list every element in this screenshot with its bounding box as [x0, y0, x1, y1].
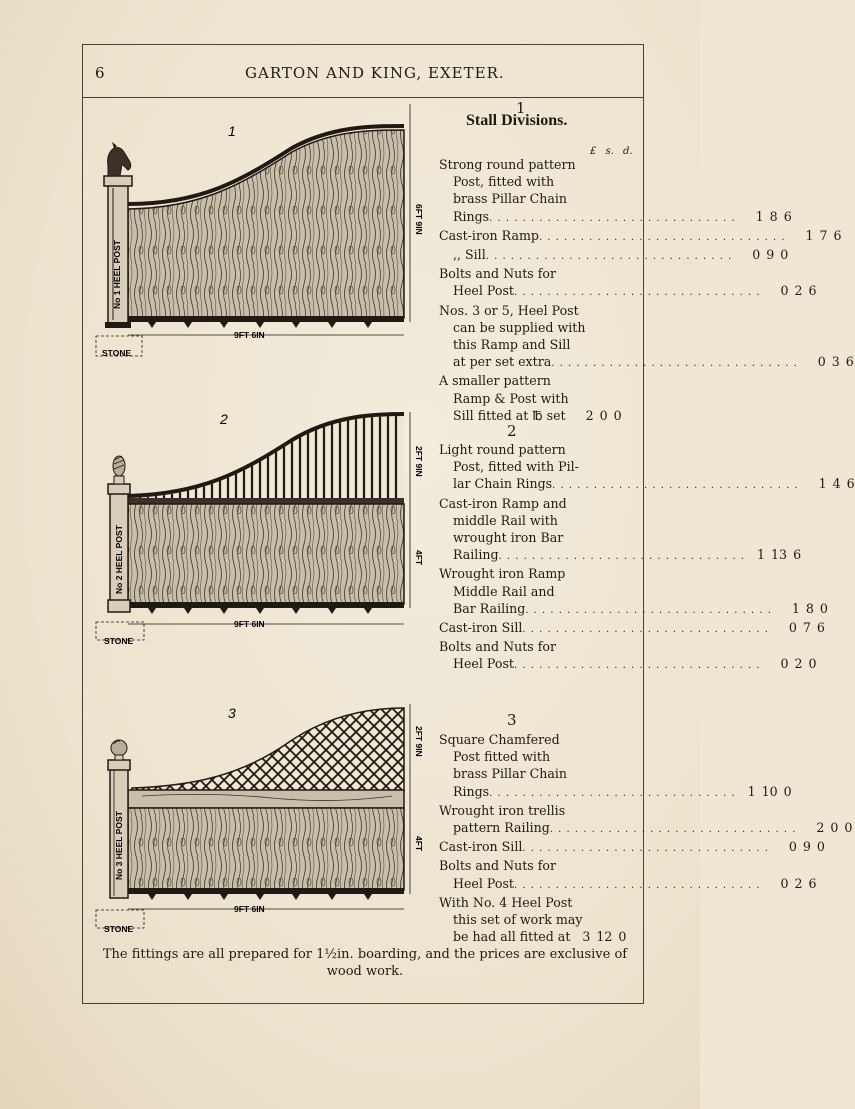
leader-dots: . . . . . . . . . . . . . . . . . . . . . . . . . . . . . . — [514, 879, 761, 891]
price-row — [439, 783, 792, 802]
price-row — [439, 227, 842, 246]
leader-dots: . . . . . . . . . . . . . . . . . . . . . . . . . . . . . . — [522, 624, 769, 636]
section-number: 1 — [516, 99, 526, 117]
leader-dots: . . . . . . . . . . . . . . . . . . . . . . . . . . . . . . — [514, 287, 761, 299]
sill — [128, 316, 404, 322]
price-row — [439, 173, 634, 190]
price-row — [439, 565, 634, 582]
price-item-description: brass Pillar Chain — [453, 191, 568, 207]
price-item-description: Wrought iron Ramp — [439, 566, 566, 582]
price-section-number: 3 — [507, 711, 517, 729]
price-item-description: Nos. 3 or 5, Heel Post — [439, 302, 579, 318]
height-label: 2FT 9IN — [414, 726, 424, 757]
price-row — [439, 875, 817, 894]
price-item-description: Rings — [453, 783, 490, 799]
price-row — [439, 208, 792, 227]
price-row — [439, 529, 634, 546]
price-value: 1 8 6 — [755, 208, 792, 224]
price-row — [439, 336, 634, 353]
price-item-description: pattern Railing — [453, 820, 550, 836]
leader-dots: . . . . . . . . . . . . . . . . . . . . . . . . . . . . . . — [485, 251, 733, 263]
height-label: 2FT 9IN — [414, 446, 424, 477]
boarded-panel — [128, 504, 404, 604]
price-row — [439, 512, 634, 529]
price-row — [439, 458, 634, 475]
price-item-description: Sill fitted at ℔ set — [453, 407, 566, 423]
price-value: 1 7 6 — [805, 227, 842, 243]
price-row — [439, 319, 634, 336]
acorn-finial-icon — [113, 456, 125, 484]
price-item-description: Ramp & Post with — [453, 390, 569, 406]
price-row — [439, 475, 855, 494]
price-row — [439, 748, 634, 765]
height-label: 4FT — [414, 550, 424, 566]
price-item-description: Cast-iron Sill — [439, 620, 523, 636]
figure-1-stall-division — [92, 104, 427, 366]
price-row — [439, 838, 825, 857]
price-item-description: Heel Post — [453, 283, 514, 299]
price-item-description: Post fitted with — [453, 749, 551, 765]
section-title: Stall Divisions. — [466, 112, 568, 129]
price-value: 0 9 0 — [788, 839, 825, 855]
price-value: 0 9 0 — [752, 247, 789, 263]
price-value: 1 10 0 — [747, 783, 792, 799]
price-item-description: Bar Railing — [453, 600, 526, 616]
price-item-description: Post, fitted with Pil- — [453, 459, 579, 475]
width-label: 9FT 6IN — [234, 619, 265, 629]
leader-dots: . . . . . . . . . . . . . . . . . . . . . . . . . . . . . . — [498, 551, 746, 563]
price-value: 0 7 6 — [788, 620, 825, 636]
price-row — [439, 619, 825, 638]
price-item-description: Cast-iron Sill — [439, 839, 523, 855]
price-item-description: middle Rail with — [453, 512, 558, 528]
leader-dots: . . . . . . . . . . . . . . . . . . . . . . . . . . . . . . — [549, 824, 797, 836]
figure-2-stall-division — [92, 404, 427, 650]
price-item-description: A smaller pattern — [439, 373, 551, 389]
stone-label: STONE — [102, 348, 132, 358]
boarded-panel — [128, 130, 404, 318]
price-item-description: ,, Sill — [453, 247, 486, 263]
figure-3-stall-division — [92, 696, 427, 938]
price-row — [439, 265, 634, 282]
price-item-description: Light round pattern — [439, 442, 566, 457]
header-rule — [82, 97, 643, 98]
price-row — [439, 546, 802, 565]
price-value: 2 0 0 — [585, 407, 622, 423]
price-item-description: Middle Rail and — [453, 583, 555, 599]
sill — [128, 888, 404, 894]
price-item-description: Cast-iron Ramp — [439, 227, 539, 243]
sill — [128, 602, 404, 608]
price-row — [439, 731, 634, 748]
price-item-description: Cast-iron Ramp and — [439, 495, 567, 511]
leader-dots: . . . . . . . . . . . . . . . . . . . . . . . . . . . . . . — [551, 358, 798, 370]
price-value: 0 2 6 — [780, 875, 817, 891]
figure-number: 1 — [228, 123, 236, 139]
price-item-description: Bolts and Nuts for — [439, 858, 556, 874]
price-item-description: be had all fitted at — [453, 929, 571, 945]
price-row — [439, 156, 634, 173]
figure-number: 3 — [228, 705, 236, 721]
price-item-description: Bolts and Nuts for — [439, 639, 556, 655]
width-label: 9FT 6IN — [234, 904, 265, 914]
width-label: 9FT 6IN — [234, 330, 265, 340]
price-row — [439, 390, 634, 407]
price-row — [439, 911, 634, 928]
post-label: No 2 HEEL POST — [114, 525, 124, 594]
figure-number: 2 — [220, 411, 228, 427]
price-row — [439, 894, 634, 911]
price-item-description: at per set extra — [453, 354, 552, 370]
price-row — [439, 407, 634, 424]
price-value: 3 12 0 — [582, 929, 627, 945]
price-row — [439, 857, 634, 874]
height-label: 4FT — [414, 836, 424, 852]
currency-header: £ s. d. — [590, 146, 633, 157]
price-row — [439, 765, 634, 782]
price-item-description: Square Chamfered — [439, 732, 560, 747]
price-item-description: Heel Post — [453, 656, 514, 672]
leader-dots: . . . . . . . . . . . . . . . . . . . . . . . . . . . . . . — [538, 231, 786, 243]
ball-finial-icon — [111, 740, 127, 760]
price-item-description: this Ramp and Sill — [453, 337, 571, 353]
leader-dots: . . . . . . . . . . . . . . . . . . . . . . . . . . . . . . — [525, 604, 772, 616]
price-list-3 — [439, 731, 853, 945]
price-row — [439, 190, 634, 207]
price-row — [439, 353, 854, 372]
price-row — [439, 600, 828, 619]
price-row — [439, 583, 634, 600]
price-row — [439, 495, 634, 512]
leader-dots: . . . . . . . . . . . . . . . . . . . . . . . . . . . . . . — [514, 660, 761, 672]
price-row — [439, 302, 634, 319]
price-item-description: this set of work may — [453, 912, 583, 928]
stone-label: STONE — [104, 924, 134, 934]
running-head: GARTON AND KING, EXETER. — [245, 64, 505, 82]
price-list-1 — [439, 156, 854, 424]
price-row — [439, 441, 634, 458]
trellis-railing — [132, 708, 404, 792]
horse-head-finial-icon — [108, 142, 131, 176]
price-row — [439, 638, 634, 655]
price-item-description: lar Chain Rings — [453, 476, 553, 492]
price-list-2 — [439, 441, 855, 675]
price-row — [439, 819, 853, 838]
height-label: 6FT 9IN — [414, 204, 424, 235]
price-value: 2 0 0 — [816, 820, 853, 836]
price-item-description: Heel Post — [453, 875, 514, 891]
price-item-description: brass Pillar Chain — [453, 766, 568, 782]
price-value: 0 2 0 — [780, 656, 817, 672]
stone-label: STONE — [104, 636, 134, 646]
price-row — [439, 928, 634, 945]
post-label: No 3 HEEL POST — [114, 811, 124, 880]
page-number: 6 — [95, 64, 105, 82]
price-section-number: 2 — [507, 422, 517, 440]
boarded-panel — [128, 808, 404, 890]
leader-dots: . . . . . . . . . . . . . . . . . . . . . . . . . . . . . . — [489, 212, 736, 224]
price-value: 0 3 6 — [817, 354, 854, 370]
price-item-description: Wrought iron trellis — [439, 802, 566, 818]
price-item-description: can be supplied with — [453, 319, 586, 335]
price-row — [439, 802, 634, 819]
price-value: 1 4 6 — [818, 476, 855, 492]
price-row — [439, 372, 634, 389]
price-item-description: wrought iron Bar — [453, 530, 564, 546]
leader-dots: . . . . . . . . . . . . . . . . . . . . . . . . . . . . . . — [489, 787, 736, 799]
price-item-description: Strong round pattern — [439, 157, 576, 172]
price-row — [439, 282, 817, 301]
price-value: 1 13 6 — [757, 547, 802, 563]
price-item-description: With No. 4 Heel Post — [439, 894, 573, 910]
price-value: 0 2 6 — [780, 283, 817, 299]
price-item-description: Bolts and Nuts for — [439, 266, 556, 282]
price-item-description: Rings — [453, 208, 490, 224]
middle-rail — [128, 498, 404, 504]
price-row — [439, 655, 817, 674]
post-label: No 1 HEEL POST — [112, 240, 122, 309]
footer-note: The fittings are all prepared for 1½in. boarding, and the prices are exclusive of wood work. — [102, 947, 628, 979]
price-row — [439, 246, 789, 265]
price-value: 1 8 0 — [791, 600, 828, 616]
price-item-description: Railing — [453, 547, 499, 563]
price-item-description: Post, fitted with — [453, 174, 555, 190]
leader-dots: . . . . . . . . . . . . . . . . . . . . . . . . . . . . . . — [552, 480, 799, 492]
leader-dots: . . . . . . . . . . . . . . . . . . . . . . . . . . . . . . — [522, 843, 769, 855]
